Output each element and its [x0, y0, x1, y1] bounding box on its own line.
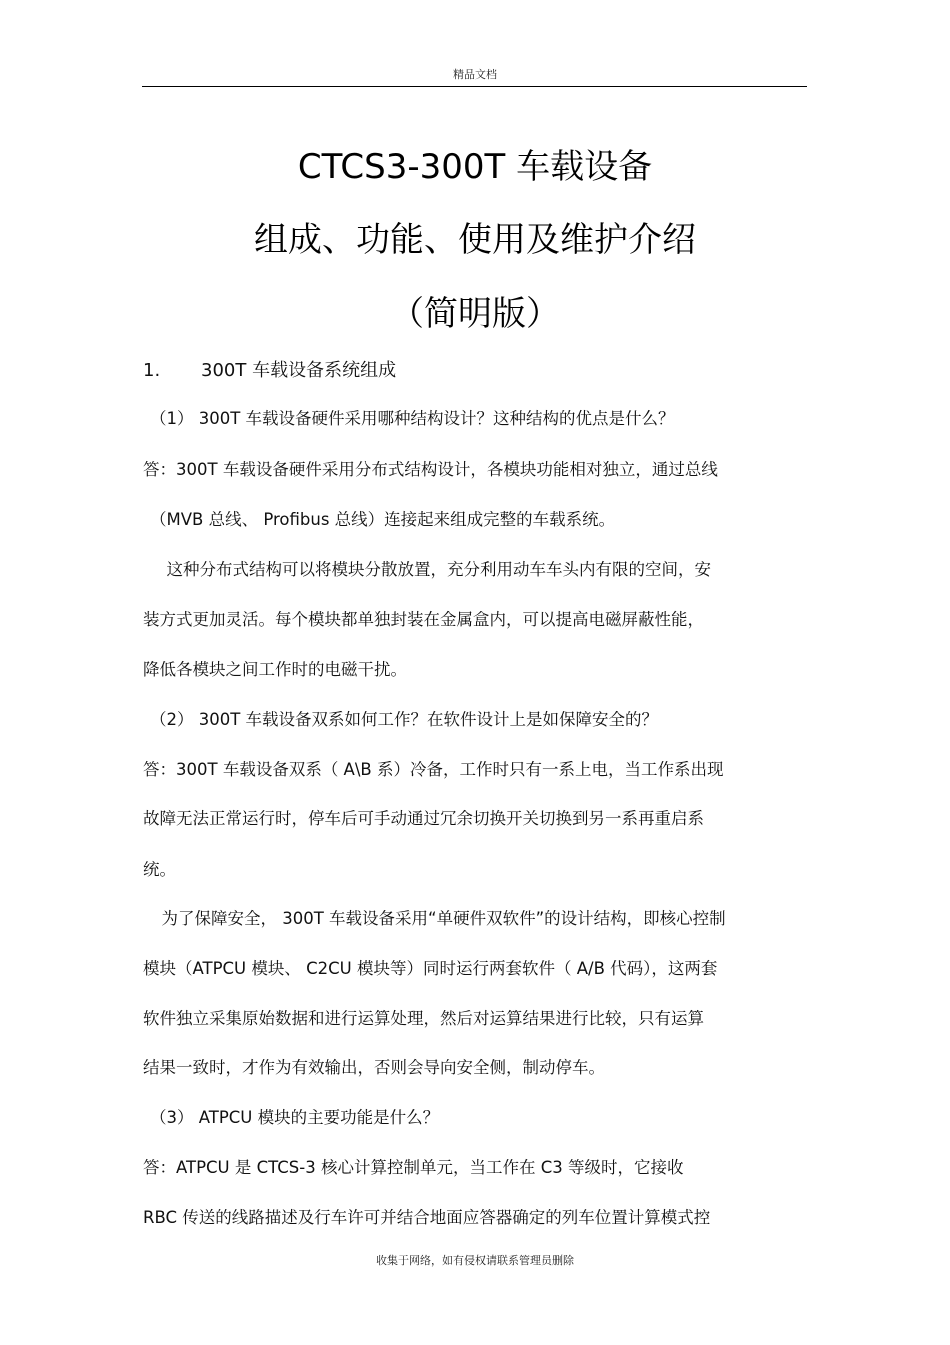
body-line: 统。 — [143, 860, 176, 879]
page-footer: 收集于网络，如有侵权请联系管理员删除 — [376, 1254, 574, 1267]
body-line: 答：300T 车载设备硬件采用分布式结构设计，各模块功能相对独立，通过总线 — [143, 460, 718, 479]
body-line: 故障无法正常运行时，停车后可手动通过冗余切换开关切换到另一系再重启系 — [143, 809, 704, 828]
body-line: 软件独立采集原始数据和进行运算处理，然后对运算结果进行比较，只有运算 — [143, 1009, 704, 1028]
body-line: （MVB 总线、 Profibus 总线）连接起来组成完整的车载系统。 — [150, 510, 616, 529]
body-line: RBC 传送的线路描述及行车许可并结合地面应答器确定的列车位置计算模式控 — [143, 1208, 711, 1227]
document-title-line-2: 组成、功能、使用及维护介绍 — [254, 220, 696, 260]
section-heading — [143, 356, 396, 382]
body-line: 为了保障安全， 300T 车载设备采用“单硬件双软件”的设计结构，即核心控制 — [145, 909, 726, 928]
question-2: （2） 300T 车载设备双系如何工作？在软件设计上是如保障安全的？ — [150, 710, 659, 729]
page-header: 精品文档 — [453, 68, 497, 81]
body-line: 结果一致时，才作为有效输出，否则会导向安全侧，制动停车。 — [143, 1058, 605, 1077]
body-line: 这种分布式结构可以将模块分散放置，充分利用动车车头内有限的空间，安 — [150, 560, 711, 579]
section-title: 300T 车载设备系统组成 — [201, 360, 397, 381]
question-3: （3） ATPCU 模块的主要功能是什么？ — [150, 1108, 440, 1127]
document-title-line-1: CTCS3-300T 车载设备 — [297, 147, 653, 187]
body-line: 降低各模块之间工作时的电磁干扰。 — [143, 660, 407, 679]
header-divider — [142, 86, 807, 87]
document-title-line-3: （简明版） — [390, 294, 560, 334]
body-line: 模块（ATPCU 模块、 C2CU 模块等）同时运行两套软件（ A/B 代码），这两套 — [143, 959, 718, 978]
section-number: 1. — [143, 360, 161, 381]
body-line: 答：ATPCU 是 CTCS-3 核心计算控制单元，当工作在 C3 等级时，它接收 — [143, 1158, 684, 1177]
body-line: 答：300T 车载设备双系（ A\B 系）冷备，工作时只有一系上电，当工作系出现 — [143, 760, 724, 779]
question-1: （1） 300T 车载设备硬件采用哪种结构设计？这种结构的优点是什么？ — [150, 409, 675, 428]
body-line: 装方式更加灵活。每个模块都单独封装在金属盒内，可以提高电磁屏蔽性能， — [143, 610, 704, 629]
